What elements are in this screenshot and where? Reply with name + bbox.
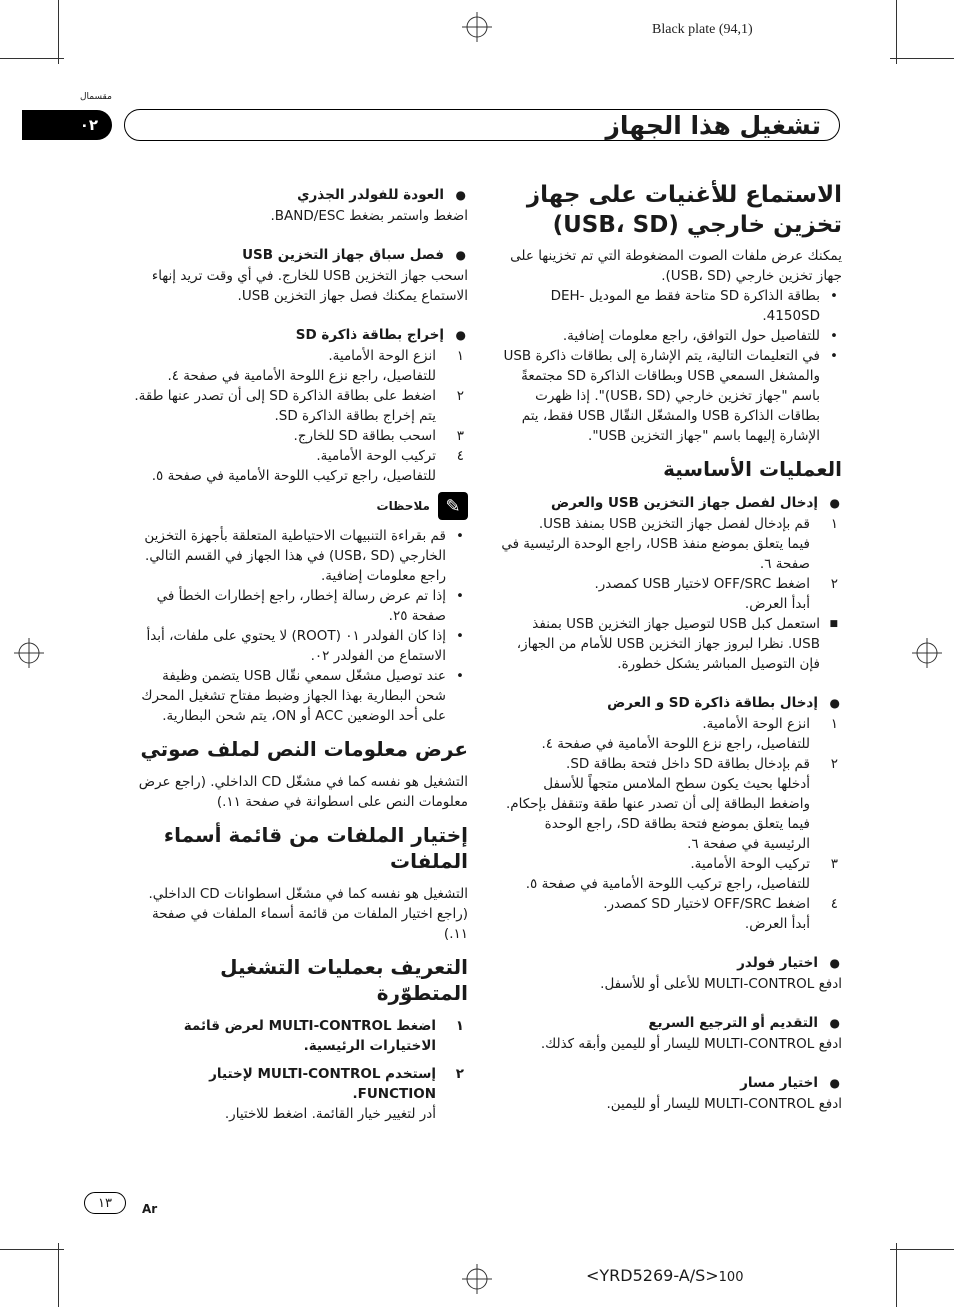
left-column: [128, 180, 468, 1124]
body-text: ادفع MULTI-CONTROL للأعلى أو للأسفل.: [600, 976, 842, 992]
pencil-icon: ✎: [438, 492, 468, 520]
step-detail: للتفاصيل، راجع تركيب اللوحة الأمامية في صفحة ٥.: [525, 876, 810, 892]
step-detail: فيما يتعلق بموضع منفذ USB، راجع الوحدة الرئيسية في صفحة ٦.: [501, 536, 810, 572]
right-column: [498, 180, 842, 1114]
step-detail: أبدأ العرض.: [744, 916, 810, 932]
section-heading: التعريف بعمليات التشغيل المتطوّرة: [220, 955, 468, 1005]
subheading: ● فصل سباق جهاز التخزين USB: [128, 244, 468, 266]
subheading: ● إدخال لفصل جهاز التخزين USB والعرض: [498, 492, 842, 514]
body-text: التشغيل هو نفسه كما في مشغّل اسطوانات CD الداخلي. (راجع اختيار الملفات من قائمة أسماء الملفات في صفحة ١١.): [148, 886, 468, 942]
note-item: • إذا تم عرض رسالة إخطار، راجع إخطارات الخطأ في صفحة ٢٥.: [128, 586, 468, 626]
step-item: ٣ تركيب الوحة الأمامية.: [690, 856, 838, 872]
note-item: ■ استعمل كبل USB لتوصيل جهاز التخزين USB بمنفذ USB. نظرا لبروز جهاز التخزين USB للأمام من الجهاز، فإن التوصيل المباشر يشكل خطورة.: [498, 614, 842, 674]
crop-mark: [890, 58, 954, 59]
section-heading: العمليات الأساسية: [663, 457, 842, 481]
step-detail: للتفاصيل، راجع نزع اللوحة الأمامية في صفحة ٤.: [541, 736, 810, 752]
subheading: ● العودة للفولدر الجذري: [128, 184, 468, 206]
bullet-item: • في التعليمات التالية، يتم الإشارة إلى بطاقات ذاكرة USB والمشغل السمعي USB وبطاقات الذاكرة SD مجتمعةً باسم "جهاز تخزين خارجي (USB، SD)". إذا ظهرت بطاقات الذاكرة USB والمشغّل النقّال USB فقط، يتم الإشارة إليهما باسم "جهاز التخزين USB".: [498, 346, 842, 446]
step-item: ١ انزع الوحة الأمامية.: [328, 348, 464, 364]
note-item: • إذا كان الفولدر ٠١ (ROOT) لا يحتوي على ملفات، أبدأ الاستماع من الفولدر ٠٢.: [128, 626, 468, 666]
chapter-tab: [22, 110, 112, 140]
step-detail: للتفاصيل، راجع تركيب اللوحة الأمامية في صفحة ٥.: [151, 468, 436, 484]
bullet-item: • للتفاصيل حول التوافق، راجع معلومات إضافية.: [498, 326, 842, 346]
crop-mark: [0, 58, 64, 59]
plate-label: Black plate (94,1): [652, 22, 753, 37]
crop-mark: [58, 0, 59, 64]
registration-mark-icon: [462, 12, 492, 42]
step-item: ١ اضغط MULTI-CONTROL لعرض قائمة الاختيارات الرئيسية.: [183, 1018, 464, 1054]
page-number: ١٣: [84, 1192, 126, 1214]
subheading: ● التقديم أو الترجيع السريع: [498, 1012, 842, 1034]
step-item: ١ قم بإدخال لفصل جهاز التخزين USB بمنفذ USB.: [538, 516, 838, 532]
step-item: ٤ تركيب الوحة الأمامية.: [316, 448, 464, 464]
subheading: ● اختيار فولدر: [498, 952, 842, 974]
subheading: ● اختيار مسار: [498, 1072, 842, 1094]
notes-header: [128, 492, 468, 520]
section-heading: عرض معلومات النص لملف صوتي: [140, 737, 468, 761]
step-detail: أدخلها بحيث يكون سطح الملامس متجهاً للأسفل واضغط البطاقة إلى أن تصدر عنها طقة وتنقفل بإحكام.: [505, 776, 810, 812]
notes-label: ملاحظات: [376, 499, 430, 513]
body-text: ادفع MULTI-CONTROL لليسار أو لليمين وأبقه كذلك.: [540, 1036, 842, 1052]
step-detail: أبدأ العرض.: [744, 596, 810, 612]
note-item: • قم بقراءة التنبيهات الاحتياطية المتعلقة بأجهزة التخزين الخارجي (USB، SD) في هذا الجهاز في القسم التالي. راجع معلومات إضافية.: [128, 526, 468, 586]
bullet-item: • بطاقة الذاكرة SD متاحة فقط مع الموديل -DEH 4150SD.: [498, 286, 842, 326]
section-heading: إختيار الملفات من قائمة أسماء الملفات: [163, 823, 468, 873]
step-item: ١ انزع الوحة الأمامية.: [702, 716, 838, 732]
step-detail: فيما يتعلق بموضع فتحة بطاقة SD، راجع الوحدة الرئيسية في صفحة ٦.: [544, 816, 810, 852]
note-item: • عند توصيل مشغّل سمعي نقّال USB يتضمن وظيفة شحن البطارية بهذا الجهاز وضبط مفتاح تشغيل المحرك على أحد الوضعين ACC أو ON، يتم شحن البطارية.: [128, 666, 468, 726]
step-item: ٢ اضغط OFF/SRC لاختيار USB كمصدر.: [594, 576, 838, 592]
body-text: ادفع MULTI-CONTROL لليسار أو لليمين.: [606, 1096, 842, 1112]
body-text: التشغيل هو نفسه كما في مشغّل CD الداخلي. (راجع عرض معلومات النص على اسطوانة في صفحة ١١.): [138, 774, 468, 810]
step-item: ٤ اضغط OFF/SRC لاختيار SD كمصدر.: [603, 896, 838, 912]
document-code: <YRD5269-A/S>100: [586, 1266, 744, 1285]
page-title-bar: [124, 109, 840, 141]
subheading: ● إخراج بطاقة ذاكرة SD: [128, 324, 468, 346]
step-detail: للتفاصيل، راجع نزع اللوحة الأمامية في صفحة ٤.: [167, 368, 436, 384]
body-text: اسحب جهاز التخزين USB للخارج. في أي وقت تريد إنهاء الاستماع يمكنك فصل جهاز التخزين USB.: [151, 268, 468, 304]
step-item: ٣ اسحب بطاقة SD للخارج.: [293, 428, 464, 444]
step-item: ٢ اضغط على بطاقة الذاكرة SD إلى أن تصدر عنها طقة.: [134, 388, 464, 404]
registration-mark-icon: [912, 638, 942, 668]
step-detail: يتم إخراج بطاقة الذاكرة SD.: [274, 408, 436, 424]
chapter-number: ٠٢: [79, 116, 98, 134]
step-detail: أدر لتغيير خيار القائمة. اضغط للاختيار.: [224, 1106, 436, 1122]
crop-mark: [58, 1243, 59, 1307]
intro-text: يمكنك عرض ملفات الصوت المضغوطة التي تم تخزينها على جهاز تخزين خارجي (USB، SD).: [510, 248, 842, 284]
registration-mark-icon: [462, 1264, 492, 1294]
step-item: ٢ إستخدم MULTI-CONTROL لإختيار FUNCTION.: [209, 1066, 464, 1102]
crop-mark: [0, 1249, 64, 1250]
crop-mark: [896, 1243, 897, 1307]
language-code: Ar: [142, 1202, 158, 1216]
section-heading: الاستماع للأغنيات على جهاز تخزين خارجي (USB، SD): [526, 182, 842, 238]
crop-mark: [896, 0, 897, 64]
body-text: اضغط واستمر بضغط BAND/ESC.: [270, 208, 468, 224]
registration-mark-icon: [14, 638, 44, 668]
page-title: تشغيل هذا الجهاز: [605, 110, 821, 140]
subheading: ● إدخال بطاقة ذاكرة SD و العرض: [498, 692, 842, 714]
crop-mark: [890, 1249, 954, 1250]
step-item: ٢ قم بإدخال بطاقة SD داخل فتحة بطاقة SD.: [566, 756, 838, 772]
section-label: مقسمال: [80, 92, 112, 102]
